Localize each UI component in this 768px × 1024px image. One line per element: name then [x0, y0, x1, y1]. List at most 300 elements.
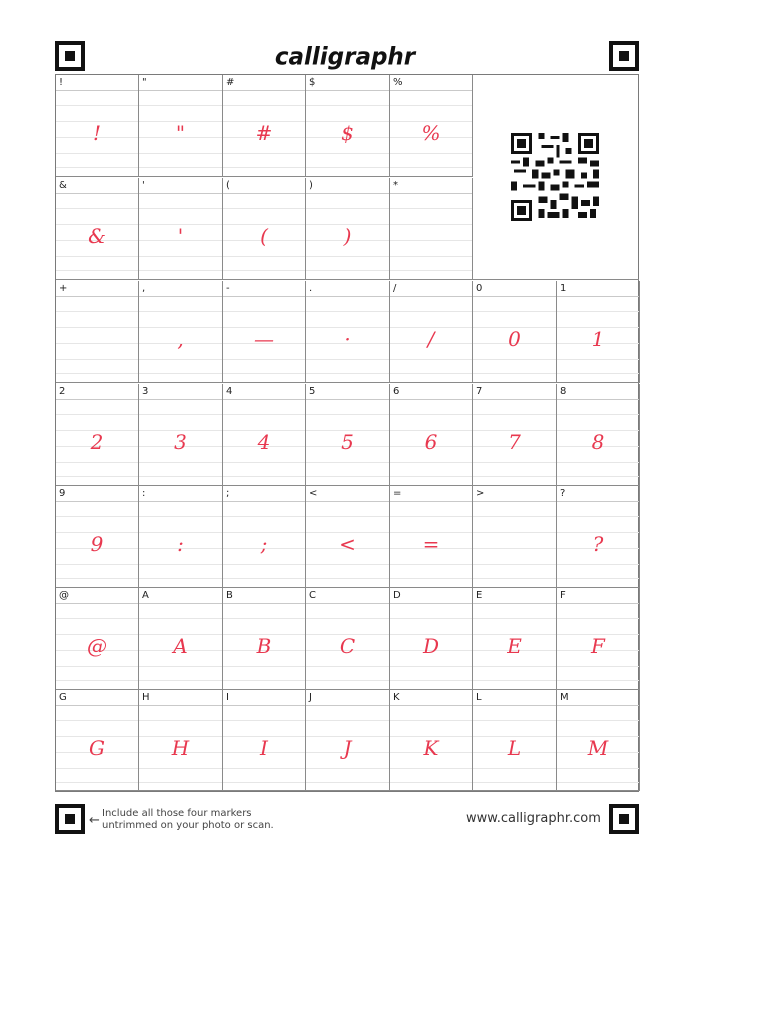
glyph-cell-label: G: [59, 692, 67, 703]
handwritten-glyph: 3: [174, 430, 187, 454]
guide-line: [557, 618, 639, 619]
guide-line: [306, 618, 389, 619]
guide-line: [390, 680, 472, 681]
guide-line: [56, 782, 138, 783]
glyph-cell-label: 7: [476, 386, 483, 397]
handwritten-glyph: —: [254, 327, 274, 351]
guide-line: [223, 414, 305, 415]
glyph-cell: [557, 690, 640, 791]
guide-line: [223, 705, 305, 706]
glyph-cell: [223, 178, 306, 280]
glyph-cell: [223, 588, 306, 690]
glyph-cell: [223, 486, 306, 588]
qr-code-icon: [509, 133, 601, 221]
guide-line: [306, 373, 389, 374]
guide-line: [56, 462, 138, 463]
guide-line: [473, 705, 556, 706]
guide-line: [473, 462, 556, 463]
glyph-cell: [139, 281, 223, 383]
guide-line: [306, 476, 389, 477]
guide-line: [56, 208, 138, 209]
glyph-cell-label: .: [309, 283, 313, 294]
glyph-cell-label: H: [142, 692, 150, 703]
guide-line: [223, 618, 305, 619]
guide-line: [390, 193, 472, 194]
guide-line: [557, 414, 639, 415]
guide-line: [139, 720, 222, 721]
guide-line: [139, 705, 222, 706]
guide-line: [557, 462, 639, 463]
guide-line: [473, 618, 556, 619]
glyph-cell-label: %: [393, 77, 403, 88]
guide-line: [139, 311, 222, 312]
guide-line: [306, 90, 389, 91]
guide-line: [390, 208, 472, 209]
glyph-cell-label: +: [59, 283, 68, 294]
guide-line: [473, 768, 556, 769]
handwritten-glyph: 9: [90, 532, 104, 556]
instruction-line-1: Include all those four markers: [102, 808, 252, 819]
glyph-cell-label: 5: [309, 386, 316, 397]
guide-line: [56, 768, 138, 769]
guide-line: [306, 603, 389, 604]
glyph-cell-label: ;: [226, 488, 230, 499]
guide-line: [306, 501, 389, 502]
guide-line: [557, 666, 639, 667]
guide-line: [139, 373, 222, 374]
handwritten-glyph: &: [88, 224, 106, 248]
glyph-cell: [306, 178, 390, 280]
guide-line: [306, 399, 389, 400]
guide-line: [306, 666, 389, 667]
character-grid: [55, 74, 639, 792]
guide-line: [557, 399, 639, 400]
glyph-cell-label: /: [393, 283, 397, 294]
guide-line: [306, 768, 389, 769]
glyph-cell: [390, 75, 473, 177]
guide-line: [306, 105, 389, 106]
guide-line: [139, 256, 222, 257]
guide-line: [56, 476, 138, 477]
glyph-cell-label: ": [142, 77, 147, 88]
handwritten-glyph: 0: [508, 327, 521, 351]
guide-line: [557, 680, 639, 681]
glyph-cell-label: L: [476, 692, 482, 703]
guide-line: [56, 311, 138, 312]
glyph-cell: [139, 588, 223, 690]
guide-line: [473, 414, 556, 415]
glyph-cell: [139, 178, 223, 280]
guide-line: [56, 343, 138, 344]
guide-line: [390, 705, 472, 706]
corner-marker-icon: [609, 41, 639, 71]
guide-line: [223, 680, 305, 681]
guide-line: [56, 618, 138, 619]
guide-line: [306, 256, 389, 257]
guide-line: [306, 208, 389, 209]
guide-line: [223, 399, 305, 400]
glyph-cell: [139, 384, 223, 486]
guide-line: [223, 768, 305, 769]
guide-line: [223, 462, 305, 463]
guide-line: [139, 564, 222, 565]
guide-line: [557, 564, 639, 565]
glyph-cell: [473, 690, 557, 791]
handwritten-glyph: ': [177, 224, 184, 248]
glyph-cell-label: K: [393, 692, 400, 703]
guide-line: [473, 501, 556, 502]
guide-line: [139, 270, 222, 271]
handwritten-glyph: A: [173, 634, 188, 658]
glyph-cell: [139, 75, 223, 177]
handwritten-glyph: 4: [257, 430, 271, 454]
guide-line: [223, 270, 305, 271]
handwritten-glyph: D: [422, 634, 440, 658]
glyph-cell: [139, 486, 223, 588]
guide-line: [223, 90, 305, 91]
guide-line: [557, 359, 639, 360]
guide-line: [306, 167, 389, 168]
guide-line: [139, 399, 222, 400]
guide-line: [557, 578, 639, 579]
glyph-cell: [473, 486, 557, 588]
glyph-cell: [56, 178, 139, 280]
handwritten-glyph: !: [92, 121, 102, 145]
guide-line: [223, 256, 305, 257]
guide-line: [56, 680, 138, 681]
handwritten-glyph: G: [89, 736, 105, 760]
handwritten-glyph: J: [343, 736, 352, 760]
guide-line: [139, 167, 222, 168]
guide-line: [139, 462, 222, 463]
guide-line: [390, 501, 472, 502]
glyph-cell-label: J: [309, 692, 312, 703]
guide-line: [473, 373, 556, 374]
guide-line: [56, 578, 138, 579]
guide-line: [139, 193, 222, 194]
guide-line: [139, 578, 222, 579]
guide-line: [557, 768, 639, 769]
glyph-cell: [390, 281, 473, 383]
glyph-cell-label: ,: [142, 283, 146, 294]
guide-line: [390, 240, 472, 241]
guide-line: [56, 105, 138, 106]
guide-line: [139, 666, 222, 667]
guide-line: [223, 603, 305, 604]
guide-line: [56, 399, 138, 400]
glyph-cell-label: $: [309, 77, 316, 88]
handwritten-glyph: ): [343, 224, 352, 248]
handwritten-glyph: K: [423, 736, 439, 760]
guide-line: [390, 476, 472, 477]
guide-line: [473, 311, 556, 312]
handwritten-glyph: <: [339, 532, 356, 556]
guide-line: [306, 720, 389, 721]
glyph-cell: [557, 384, 640, 486]
handwritten-glyph: 1: [591, 327, 605, 351]
glyph-cell-label: B: [226, 590, 233, 601]
guide-line: [473, 578, 556, 579]
guide-line: [139, 618, 222, 619]
guide-line: [223, 193, 305, 194]
glyph-cell-label: 4: [226, 386, 233, 397]
glyph-cell-label: =: [393, 488, 402, 499]
guide-line: [139, 414, 222, 415]
guide-line: [56, 167, 138, 168]
corner-marker-icon: [55, 804, 85, 834]
glyph-cell-label: E: [476, 590, 483, 601]
guide-line: [557, 501, 639, 502]
handwritten-glyph: ?: [592, 532, 604, 556]
guide-line: [557, 720, 639, 721]
guide-line: [390, 414, 472, 415]
guide-line: [56, 296, 138, 297]
guide-line: [306, 578, 389, 579]
guide-line: [56, 270, 138, 271]
handwritten-glyph: M: [587, 736, 609, 760]
handwritten-glyph: F: [591, 634, 605, 658]
glyph-cell-label: D: [393, 590, 401, 601]
glyph-cell: [56, 588, 139, 690]
glyph-cell: [56, 281, 139, 383]
glyph-cell: [473, 588, 557, 690]
guide-line: [139, 476, 222, 477]
guide-line: [390, 564, 472, 565]
guide-line: [56, 90, 138, 91]
glyph-cell-label: 8: [560, 386, 567, 397]
glyph-cell-label: A: [142, 590, 149, 601]
glyph-cell: [390, 690, 473, 791]
guide-line: [223, 208, 305, 209]
glyph-cell-label: M: [560, 692, 569, 703]
guide-line: [223, 516, 305, 517]
guide-line: [56, 603, 138, 604]
corner-marker-icon: [55, 41, 85, 71]
corner-marker-icon: [609, 804, 639, 834]
handwritten-glyph: ;: [260, 532, 268, 556]
guide-line: [473, 516, 556, 517]
guide-line: [473, 548, 556, 549]
handwritten-glyph: /: [427, 327, 435, 351]
guide-line: [139, 90, 222, 91]
guide-line: [139, 501, 222, 502]
guide-line: [390, 618, 472, 619]
handwritten-glyph: E: [507, 634, 522, 658]
guide-line: [390, 153, 472, 154]
glyph-cell-label: <: [309, 488, 318, 499]
glyph-cell-label: 2: [59, 386, 66, 397]
guide-line: [473, 564, 556, 565]
guide-line: [390, 90, 472, 91]
handwritten-glyph: ,: [177, 327, 184, 351]
guide-line: [306, 782, 389, 783]
glyph-cell-label: &: [59, 180, 67, 191]
guide-line: [390, 603, 472, 604]
guide-line: [139, 680, 222, 681]
arrow-left-icon: ←: [89, 813, 100, 828]
guide-line: [139, 359, 222, 360]
glyph-cell: [306, 690, 390, 791]
guide-line: [306, 153, 389, 154]
guide-line: [390, 105, 472, 106]
guide-line: [223, 476, 305, 477]
guide-line: [56, 327, 138, 328]
guide-line: [473, 532, 556, 533]
guide-line: [56, 516, 138, 517]
guide-line: [473, 296, 556, 297]
handwritten-glyph: 2: [90, 430, 104, 454]
glyph-cell: [390, 486, 473, 588]
glyph-cell-label: -: [226, 283, 230, 294]
guide-line: [557, 516, 639, 517]
guide-line: [390, 578, 472, 579]
guide-line: [473, 782, 556, 783]
glyph-cell: [223, 690, 306, 791]
guide-line: [223, 578, 305, 579]
glyph-cell-label: I: [226, 692, 229, 703]
guide-line: [223, 167, 305, 168]
guide-line: [473, 680, 556, 681]
glyph-cell: [306, 588, 390, 690]
glyph-cell: [56, 690, 139, 791]
guide-line: [306, 414, 389, 415]
guide-line: [223, 296, 305, 297]
glyph-cell-label: (: [226, 180, 230, 191]
guide-line: [56, 720, 138, 721]
handwritten-glyph: @: [87, 634, 107, 658]
glyph-cell-label: 0: [476, 283, 483, 294]
guide-line: [56, 359, 138, 360]
guide-line: [306, 564, 389, 565]
glyph-cell: [56, 384, 139, 486]
handwritten-glyph: =: [422, 532, 440, 556]
guide-line: [557, 296, 639, 297]
guide-line: [390, 782, 472, 783]
guide-line: [390, 720, 472, 721]
guide-line: [56, 153, 138, 154]
guide-line: [306, 296, 389, 297]
handwritten-glyph: $: [341, 121, 354, 145]
guide-line: [223, 311, 305, 312]
guide-line: [139, 208, 222, 209]
glyph-cell-label: 6: [393, 386, 400, 397]
guide-line: [139, 296, 222, 297]
guide-line: [390, 224, 472, 225]
handwritten-glyph: I: [260, 736, 268, 760]
glyph-cell-label: C: [309, 590, 316, 601]
guide-line: [139, 603, 222, 604]
guide-line: [306, 462, 389, 463]
handwritten-glyph: :: [177, 532, 184, 556]
guide-line: [56, 705, 138, 706]
guide-line: [223, 564, 305, 565]
glyph-cell: [306, 75, 390, 177]
glyph-cell: [306, 281, 390, 383]
guide-line: [223, 782, 305, 783]
guide-line: [56, 666, 138, 667]
guide-line: [56, 414, 138, 415]
handwritten-glyph: ": [175, 121, 186, 145]
glyph-cell-label: ?: [560, 488, 566, 499]
guide-line: [473, 720, 556, 721]
guide-line: [56, 564, 138, 565]
guide-line: [557, 373, 639, 374]
handwritten-glyph: B: [256, 634, 272, 658]
handwritten-glyph: 5: [341, 430, 354, 454]
guide-line: [390, 311, 472, 312]
guide-line: [390, 399, 472, 400]
guide-line: [56, 193, 138, 194]
glyph-cell-label: #: [226, 77, 235, 88]
handwritten-glyph: 7: [508, 430, 521, 454]
guide-line: [557, 603, 639, 604]
logo-text: calligraphr: [274, 43, 416, 71]
handwritten-glyph: H: [171, 736, 190, 760]
guide-line: [390, 359, 472, 360]
guide-line: [390, 666, 472, 667]
glyph-cell: [139, 690, 223, 791]
glyph-cell-label: 3: [142, 386, 149, 397]
guide-line: [139, 153, 222, 154]
glyph-cell: [56, 486, 139, 588]
glyph-cell: [557, 588, 640, 690]
guide-line: [139, 516, 222, 517]
glyph-cell: [557, 486, 640, 588]
guide-line: [390, 270, 472, 271]
guide-line: [306, 311, 389, 312]
guide-line: [223, 359, 305, 360]
guide-line: [223, 373, 305, 374]
guide-line: [390, 462, 472, 463]
handwritten-glyph: #: [255, 121, 273, 145]
guide-line: [306, 705, 389, 706]
glyph-cell-label: 1: [560, 283, 567, 294]
guide-line: [56, 256, 138, 257]
guide-line: [306, 516, 389, 517]
glyph-cell: [223, 75, 306, 177]
guide-line: [139, 768, 222, 769]
glyph-cell-label: ): [309, 180, 313, 191]
glyph-cell: [473, 281, 557, 383]
guide-line: [390, 516, 472, 517]
guide-line: [306, 270, 389, 271]
glyph-cell: [306, 384, 390, 486]
guide-line: [390, 296, 472, 297]
website-url: www.calligraphr.com: [466, 811, 601, 826]
handwritten-glyph: L: [507, 736, 522, 760]
glyph-cell: [390, 384, 473, 486]
qr-cell: [473, 75, 639, 280]
guide-line: [139, 105, 222, 106]
glyph-cell-label: @: [59, 590, 69, 601]
guide-line: [306, 359, 389, 360]
glyph-cell-label: *: [393, 180, 398, 191]
guide-line: [390, 167, 472, 168]
guide-line: [390, 256, 472, 257]
glyph-cell: [56, 75, 139, 177]
glyph-cell: [306, 486, 390, 588]
instruction-line-2: untrimmed on your photo or scan.: [102, 820, 274, 831]
handwritten-glyph: 6: [424, 430, 438, 454]
guide-line: [557, 311, 639, 312]
handwritten-glyph: %: [421, 121, 441, 145]
guide-line: [390, 768, 472, 769]
guide-line: [473, 603, 556, 604]
guide-line: [223, 666, 305, 667]
glyph-cell: [390, 178, 473, 280]
glyph-cell-label: ': [142, 180, 145, 191]
guide-line: [56, 501, 138, 502]
